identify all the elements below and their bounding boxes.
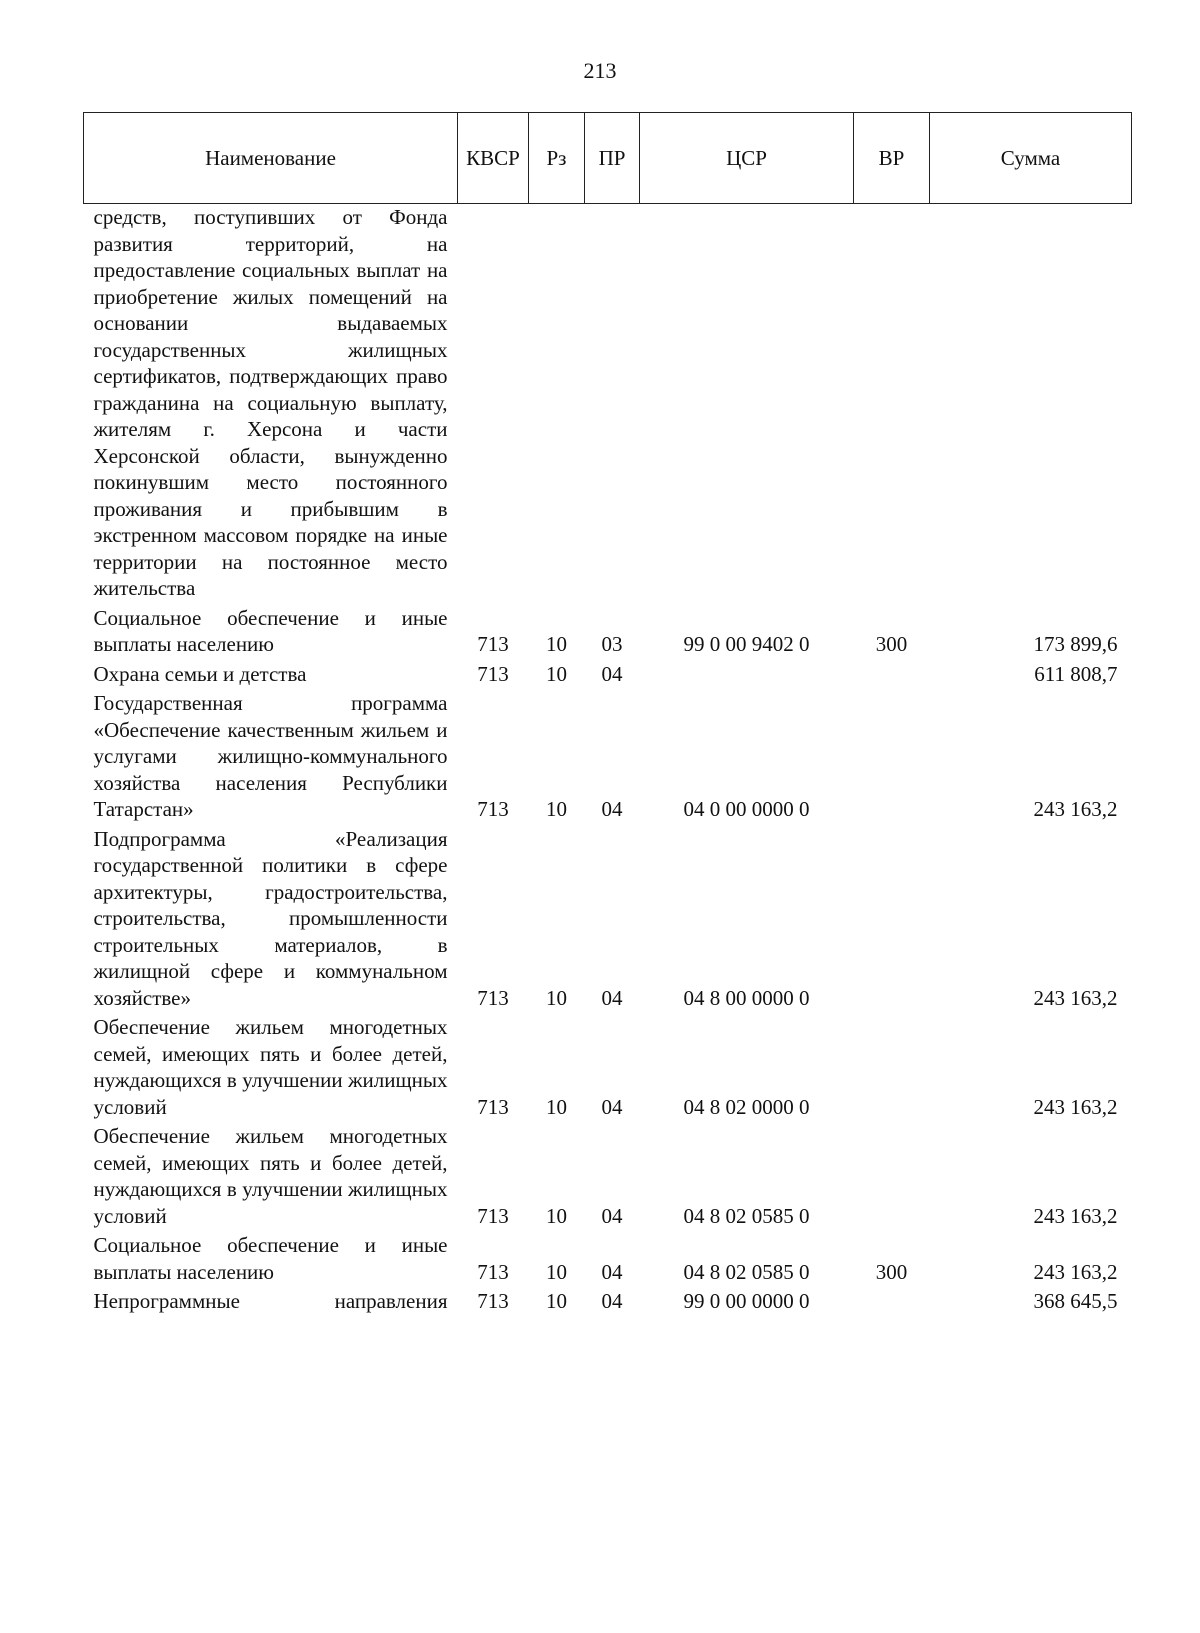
row-pr: 04 [601, 1289, 623, 1313]
header-vr: ВР [854, 113, 930, 204]
row-vr [854, 826, 930, 1015]
row-pr [585, 204, 640, 605]
row-name: Социальное обеспечение и иные выплаты населению [93, 605, 448, 656]
row-sum: 243 163,2 [1033, 1259, 1118, 1284]
row-kvsr: 713 [477, 1289, 509, 1313]
row-kvsr: 713 [477, 1203, 509, 1228]
row-kvsr: 713 [477, 632, 509, 656]
row-kvsr: 713 [477, 985, 509, 1010]
row-vr [854, 1288, 930, 1318]
row-pr: 04 [601, 1094, 623, 1119]
header-kvsr: КВСР [458, 113, 529, 204]
row-csr: 04 8 02 0000 0 [683, 1094, 810, 1119]
row-vr [854, 690, 930, 826]
row-rz: 10 [546, 632, 567, 656]
row-csr [640, 661, 854, 691]
row-pr: 04 [601, 797, 623, 821]
row-rz: 10 [546, 661, 567, 686]
row-name: Государственная программа «Обеспечение качественным жильем и услугами жилищно-коммунального хозяйства населения Республики Татарстан» [93, 691, 448, 821]
row-rz: 10 [546, 1259, 567, 1284]
row-name: Обеспечение жильем многодетных семей, имеющих пять и более детей, нуждающихся в улучшении жилищных условий [93, 1015, 448, 1119]
row-vr [854, 661, 930, 691]
row-name: Охрана семьи и детства [93, 661, 307, 686]
header-name: Наименование [84, 113, 458, 204]
row-sum: 173 899,6 [1033, 632, 1118, 656]
row-rz: 10 [546, 1094, 567, 1119]
table-row [84, 826, 1132, 1015]
header-pr: ПР [585, 113, 640, 204]
row-rz [529, 204, 585, 605]
row-sum: 243 163,2 [1033, 1203, 1118, 1228]
header-sum: Сумма [930, 113, 1132, 204]
row-csr: 04 8 02 0585 0 [683, 1203, 810, 1228]
row-pr: 04 [601, 661, 623, 686]
row-sum: 243 163,2 [1033, 1094, 1118, 1119]
row-pr: 04 [601, 1259, 623, 1284]
row-csr: 99 0 00 0000 0 [683, 1289, 810, 1313]
row-sum [930, 204, 1132, 605]
row-csr: 04 8 02 0585 0 [683, 1259, 810, 1284]
row-sum: 368 645,5 [1033, 1289, 1118, 1313]
row-csr: 04 8 00 0000 0 [683, 985, 810, 1010]
row-vr: 300 [875, 632, 908, 656]
row-vr [854, 204, 930, 605]
row-csr [640, 204, 854, 605]
row-pr: 04 [601, 1203, 623, 1228]
row-rz: 10 [546, 985, 567, 1010]
row-sum: 243 163,2 [1033, 797, 1118, 821]
row-pr: 04 [601, 985, 623, 1010]
row-kvsr: 713 [477, 1094, 509, 1119]
row-kvsr [458, 204, 529, 605]
row-pr: 03 [601, 632, 623, 656]
row-vr: 300 [875, 1259, 908, 1284]
row-name: Социальное обеспечение и иные выплаты населению [93, 1233, 448, 1284]
row-name: Непрограммные направления [93, 1289, 448, 1313]
row-kvsr: 713 [477, 661, 509, 686]
header-csr: ЦСР [640, 113, 854, 204]
row-vr [854, 1014, 930, 1123]
table-row [84, 1288, 1132, 1318]
header-rz: Рз [529, 113, 585, 204]
row-csr: 04 0 00 0000 0 [683, 797, 810, 821]
row-rz: 10 [546, 1289, 567, 1313]
row-vr [854, 1123, 930, 1232]
row-rz: 10 [546, 1203, 567, 1228]
row-name: Обеспечение жильем многодетных семей, имеющих пять и более детей, нуждающихся в улучшении жилищных условий [93, 1124, 448, 1228]
table-header-row [84, 113, 1132, 204]
table-row [84, 1014, 1132, 1123]
budget-table [83, 112, 1132, 1318]
row-sum: 611 808,7 [1034, 661, 1118, 686]
row-kvsr: 713 [477, 797, 509, 821]
row-kvsr: 713 [477, 1259, 509, 1284]
row-name: Подпрограмма «Реализация государственной политики в сфере архитектуры, градостроительства, строительства, промышленности строительных материалов, в жилищной сфере и коммунальном хозяйстве» [93, 826, 448, 1010]
table-row [84, 204, 1132, 605]
row-sum: 243 163,2 [1033, 985, 1118, 1010]
page-number: 213 [583, 58, 617, 83]
table-row [84, 690, 1132, 826]
row-name: средств, поступивших от Фонда развития территорий, на предоставление социальных выплат на приобретение жилых помещений на основании выдаваемых государственных жилищных сертификатов, подтверждающих право гражданина на социальную выплату, жителям г. Херсона и части Херсонской области, вынужденно покинувшим место постоянного проживания и прибывшим в экстренном массовом порядке на иные территории на постоянное место жительства [93, 205, 448, 600]
table-row [84, 605, 1132, 661]
row-rz: 10 [546, 797, 567, 821]
row-csr: 99 0 00 9402 0 [683, 632, 810, 656]
table-row [84, 1123, 1132, 1232]
table-row [84, 1232, 1132, 1288]
table-row [84, 661, 1132, 691]
